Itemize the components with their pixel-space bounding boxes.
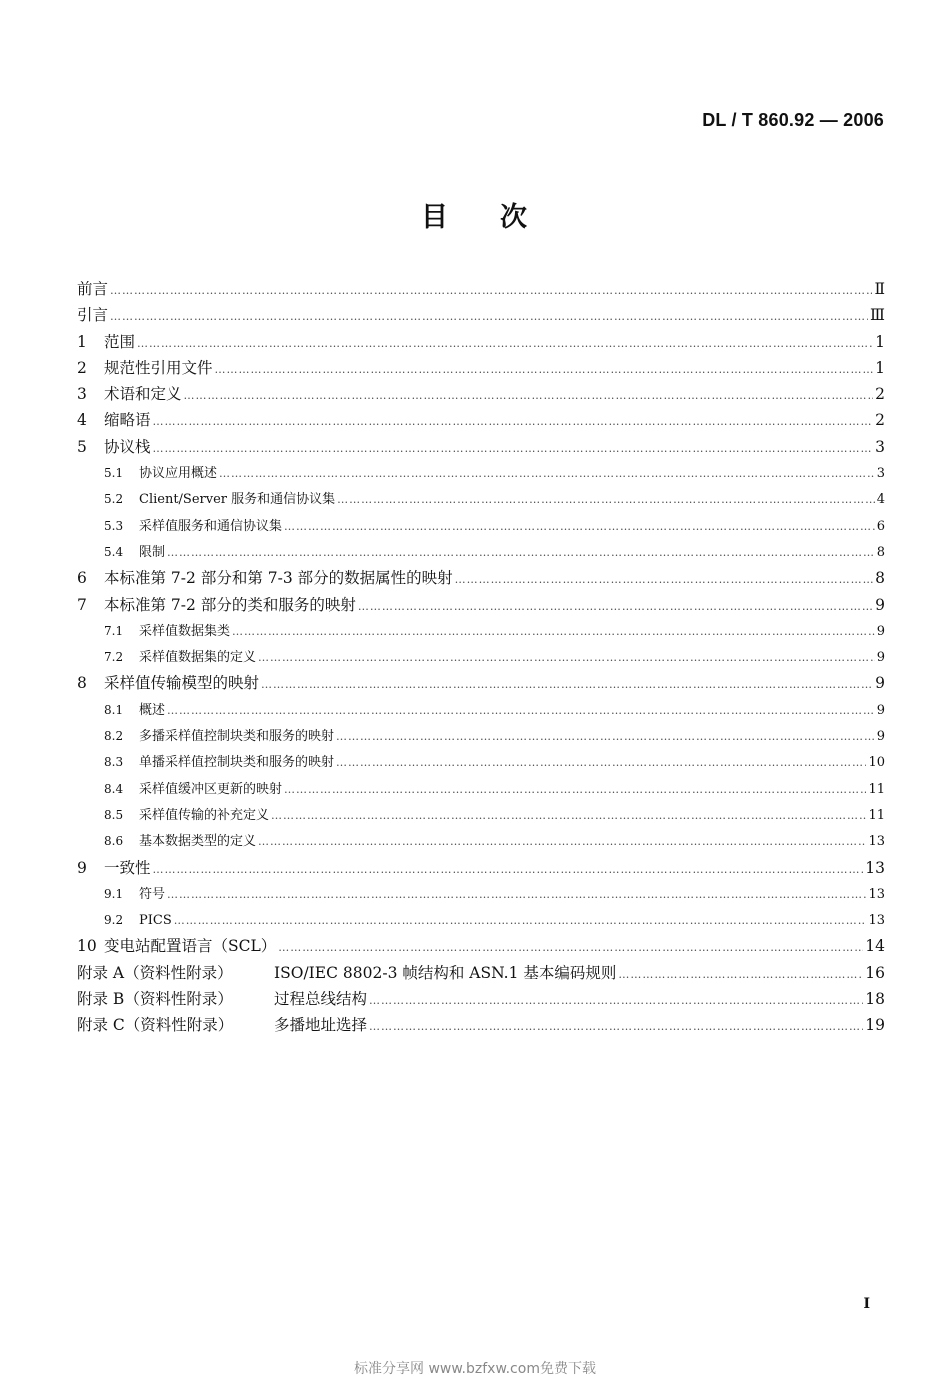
toc-entry-page: 9 (875, 674, 885, 693)
toc-entry-label: 协议应用概述 (139, 466, 218, 482)
toc-dot-leader (219, 461, 875, 487)
title-char-2: 次 (500, 202, 529, 233)
toc-entry-label: 变电站配置语言（SCL） (104, 937, 277, 956)
toc-entry-page: 10 (868, 755, 885, 771)
toc-entry[interactable] (77, 749, 885, 775)
toc-entry-label: 本标准第 7-2 部分和第 7-3 部分的数据属性的映射 (104, 569, 453, 588)
toc-entry-number: 8.1 (104, 702, 124, 717)
toc-entry-label: Client/Server 服务和通信协议集 (139, 492, 336, 508)
toc-entry-page: 13 (868, 913, 885, 929)
toc-entry-number: 附录 C（资料性附录） (77, 1016, 234, 1035)
toc-entry-label: ISO/IEC 8802-3 帧结构和 ASN.1 基本编码规则 (274, 963, 617, 982)
toc-entry-number: 5.1 (104, 466, 124, 481)
toc-entry-page: 8 (876, 544, 885, 560)
toc-entry-number: 4 (77, 411, 87, 430)
toc-entry-page: 13 (868, 834, 885, 850)
toc-entry-page: 4 (876, 492, 885, 508)
toc-entry-page: 9 (875, 595, 885, 614)
page-number: I (863, 1296, 870, 1312)
toc-entry[interactable] (77, 960, 885, 986)
toc-entry[interactable] (77, 828, 885, 854)
toc-entry[interactable] (77, 381, 885, 407)
toc-entry-number: 附录 A（资料性附录） (77, 963, 233, 982)
toc-entry[interactable] (77, 723, 885, 749)
toc-dot-leader (137, 331, 873, 357)
toc-entry-number: 7 (77, 595, 87, 614)
toc-entry[interactable] (77, 776, 885, 802)
toc-dot-leader (232, 619, 875, 645)
toc-entry[interactable] (77, 592, 885, 618)
toc-dot-leader (271, 803, 866, 829)
toc-entry-page: 9 (876, 729, 885, 745)
toc-entry-number: 5.3 (104, 518, 124, 533)
toc-entry-page: 9 (876, 702, 885, 718)
toc-entry-page: 11 (868, 807, 885, 823)
toc-entry-page: 8 (875, 569, 885, 588)
toc-entry-label: 缩略语 (104, 411, 151, 430)
toc-entry-label: 限制 (139, 544, 166, 560)
toc-entry-number: 8.2 (104, 729, 124, 744)
toc-entry[interactable] (77, 565, 885, 591)
toc-entry-label: 采样值传输的补充定义 (139, 807, 270, 823)
toc-dot-leader (336, 750, 866, 776)
toc-dot-leader (336, 724, 875, 750)
toc-entry-number: 3 (77, 385, 87, 404)
toc-entry-page: 11 (868, 781, 885, 797)
toc-dot-leader (284, 514, 875, 540)
toc-entry-label: 采样值数据集类 (139, 623, 231, 639)
toc-entry-label: 多播采样值控制块类和服务的映射 (139, 729, 335, 745)
page-title (0, 195, 950, 234)
toc-entry-page: 14 (865, 937, 885, 956)
toc-entry-number: 附录 B（资料性附录） (77, 990, 233, 1009)
toc-entry[interactable] (77, 907, 885, 933)
toc-dot-leader (358, 594, 873, 620)
toc-entry-page: 2 (875, 411, 885, 430)
toc-entry-page: 9 (876, 650, 885, 666)
toc-entry-number: 7.1 (104, 623, 124, 638)
toc-dot-leader (455, 567, 873, 593)
toc-entry-number: 9.2 (104, 913, 124, 928)
toc-entry-number: 8.3 (104, 755, 124, 770)
toc-entry-label: 概述 (139, 702, 166, 718)
title-char-1: 目 (421, 202, 450, 233)
toc-entry-number: 9 (77, 858, 87, 877)
toc-entry-number: 8.6 (104, 834, 124, 849)
toc-dot-leader (215, 357, 874, 383)
toc-dot-leader (167, 540, 875, 566)
toc-entry-label: 前言 (77, 280, 109, 298)
toc-dot-leader (153, 436, 874, 462)
toc-entry[interactable] (77, 486, 885, 512)
toc-entry-page: 3 (875, 437, 885, 456)
toc-entry-label: 采样值服务和通信协议集 (139, 518, 283, 534)
toc-dot-leader (174, 908, 867, 934)
toc-entry-label: 引言 (77, 306, 109, 325)
toc-entry-number: 5.4 (104, 544, 124, 559)
toc-entry-number: 10 (77, 937, 97, 956)
toc-entry-page: 13 (868, 886, 885, 902)
standard-code: DL / T 860.92 — 2006 (702, 110, 884, 130)
toc-entry-page: Ⅲ (870, 306, 885, 325)
toc-entry[interactable] (77, 618, 885, 644)
toc-entry[interactable] (77, 1012, 885, 1038)
toc-dot-leader (167, 698, 875, 724)
toc-dot-leader (184, 383, 874, 409)
toc-entry[interactable] (77, 434, 885, 460)
toc-entry-page: 18 (865, 990, 885, 1009)
toc-dot-leader (110, 304, 868, 330)
toc-entry-number: 2 (77, 358, 87, 377)
toc-entry-label: 规范性引用文件 (104, 358, 213, 377)
toc-entry-label: 术语和定义 (104, 385, 182, 404)
toc-entry-label: PICS (139, 913, 172, 929)
toc-entry[interactable] (77, 329, 885, 355)
toc-entry-label: 基本数据类型的定义 (139, 834, 257, 850)
toc-dot-leader (337, 487, 875, 513)
toc-entry-label: 过程总线结构 (274, 990, 368, 1009)
toc-dot-leader (369, 988, 863, 1014)
toc-entry[interactable] (77, 644, 885, 670)
toc-entry-page: 19 (865, 1016, 885, 1035)
toc-entry-label: 协议栈 (104, 437, 151, 456)
toc-entry-label: 符号 (139, 886, 166, 902)
toc-entry-label: 采样值传输模型的映射 (104, 674, 260, 693)
toc-entry-number: 6 (77, 569, 87, 588)
toc-entry-label: 本标准第 7-2 部分的类和服务的映射 (104, 595, 356, 614)
toc-dot-leader (110, 278, 872, 304)
toc-entry[interactable] (77, 855, 885, 881)
toc-entry[interactable] (77, 539, 885, 565)
toc-dot-leader (153, 857, 864, 883)
toc-dot-leader (258, 645, 875, 671)
table-of-contents (77, 276, 885, 1039)
toc-entry-page: 9 (876, 623, 885, 639)
toc-entry[interactable] (77, 933, 885, 959)
toc-entry-number: 5.2 (104, 492, 124, 507)
toc-entry-number: 1 (77, 332, 87, 351)
toc-dot-leader (167, 882, 866, 908)
toc-dot-leader (369, 1014, 863, 1040)
toc-entry[interactable] (77, 697, 885, 723)
toc-entry-page: 16 (865, 963, 885, 982)
toc-entry-number: 8.5 (104, 807, 124, 822)
toc-dot-leader (278, 935, 863, 961)
toc-entry-page: 2 (875, 385, 885, 404)
toc-entry-number: 7.2 (104, 650, 124, 665)
toc-entry-label: 多播地址选择 (274, 1016, 368, 1035)
toc-entry-page: 1 (875, 358, 885, 377)
toc-entry[interactable] (77, 460, 885, 486)
toc-entry[interactable] (77, 276, 885, 302)
toc-entry-number: 5 (77, 437, 87, 456)
toc-entry-page: Ⅱ (874, 280, 885, 298)
toc-entry[interactable] (77, 986, 885, 1012)
toc-entry-label: 单播采样值控制块类和服务的映射 (139, 755, 335, 771)
toc-entry-page: 3 (876, 466, 885, 482)
toc-entry[interactable] (77, 670, 885, 696)
toc-dot-leader (284, 777, 866, 803)
watermark: 标准分享网 www.bzfxw.com免费下载 (354, 1361, 596, 1377)
toc-entry-label: 采样值缓冲区更新的映射 (139, 781, 283, 797)
toc-entry-label: 采样值数据集的定义 (139, 650, 257, 666)
toc-dot-leader (258, 829, 866, 855)
toc-entry-number: 8.4 (104, 781, 124, 796)
toc-entry-number: 9.1 (104, 886, 124, 901)
toc-entry[interactable] (77, 802, 885, 828)
toc-dot-leader (261, 672, 873, 698)
toc-dot-leader (153, 409, 874, 435)
toc-entry-page: 13 (865, 858, 885, 877)
toc-entry-label: 一致性 (104, 858, 151, 877)
toc-entry[interactable] (77, 302, 885, 328)
toc-entry-number: 8 (77, 674, 87, 693)
toc-entry-label: 范围 (104, 332, 136, 351)
toc-entry[interactable] (77, 881, 885, 907)
toc-entry[interactable] (77, 355, 885, 381)
toc-dot-leader (618, 962, 863, 988)
toc-entry[interactable] (77, 513, 885, 539)
toc-entry-page: 1 (875, 332, 885, 351)
toc-entry[interactable] (77, 407, 885, 433)
toc-entry-page: 6 (876, 518, 885, 534)
